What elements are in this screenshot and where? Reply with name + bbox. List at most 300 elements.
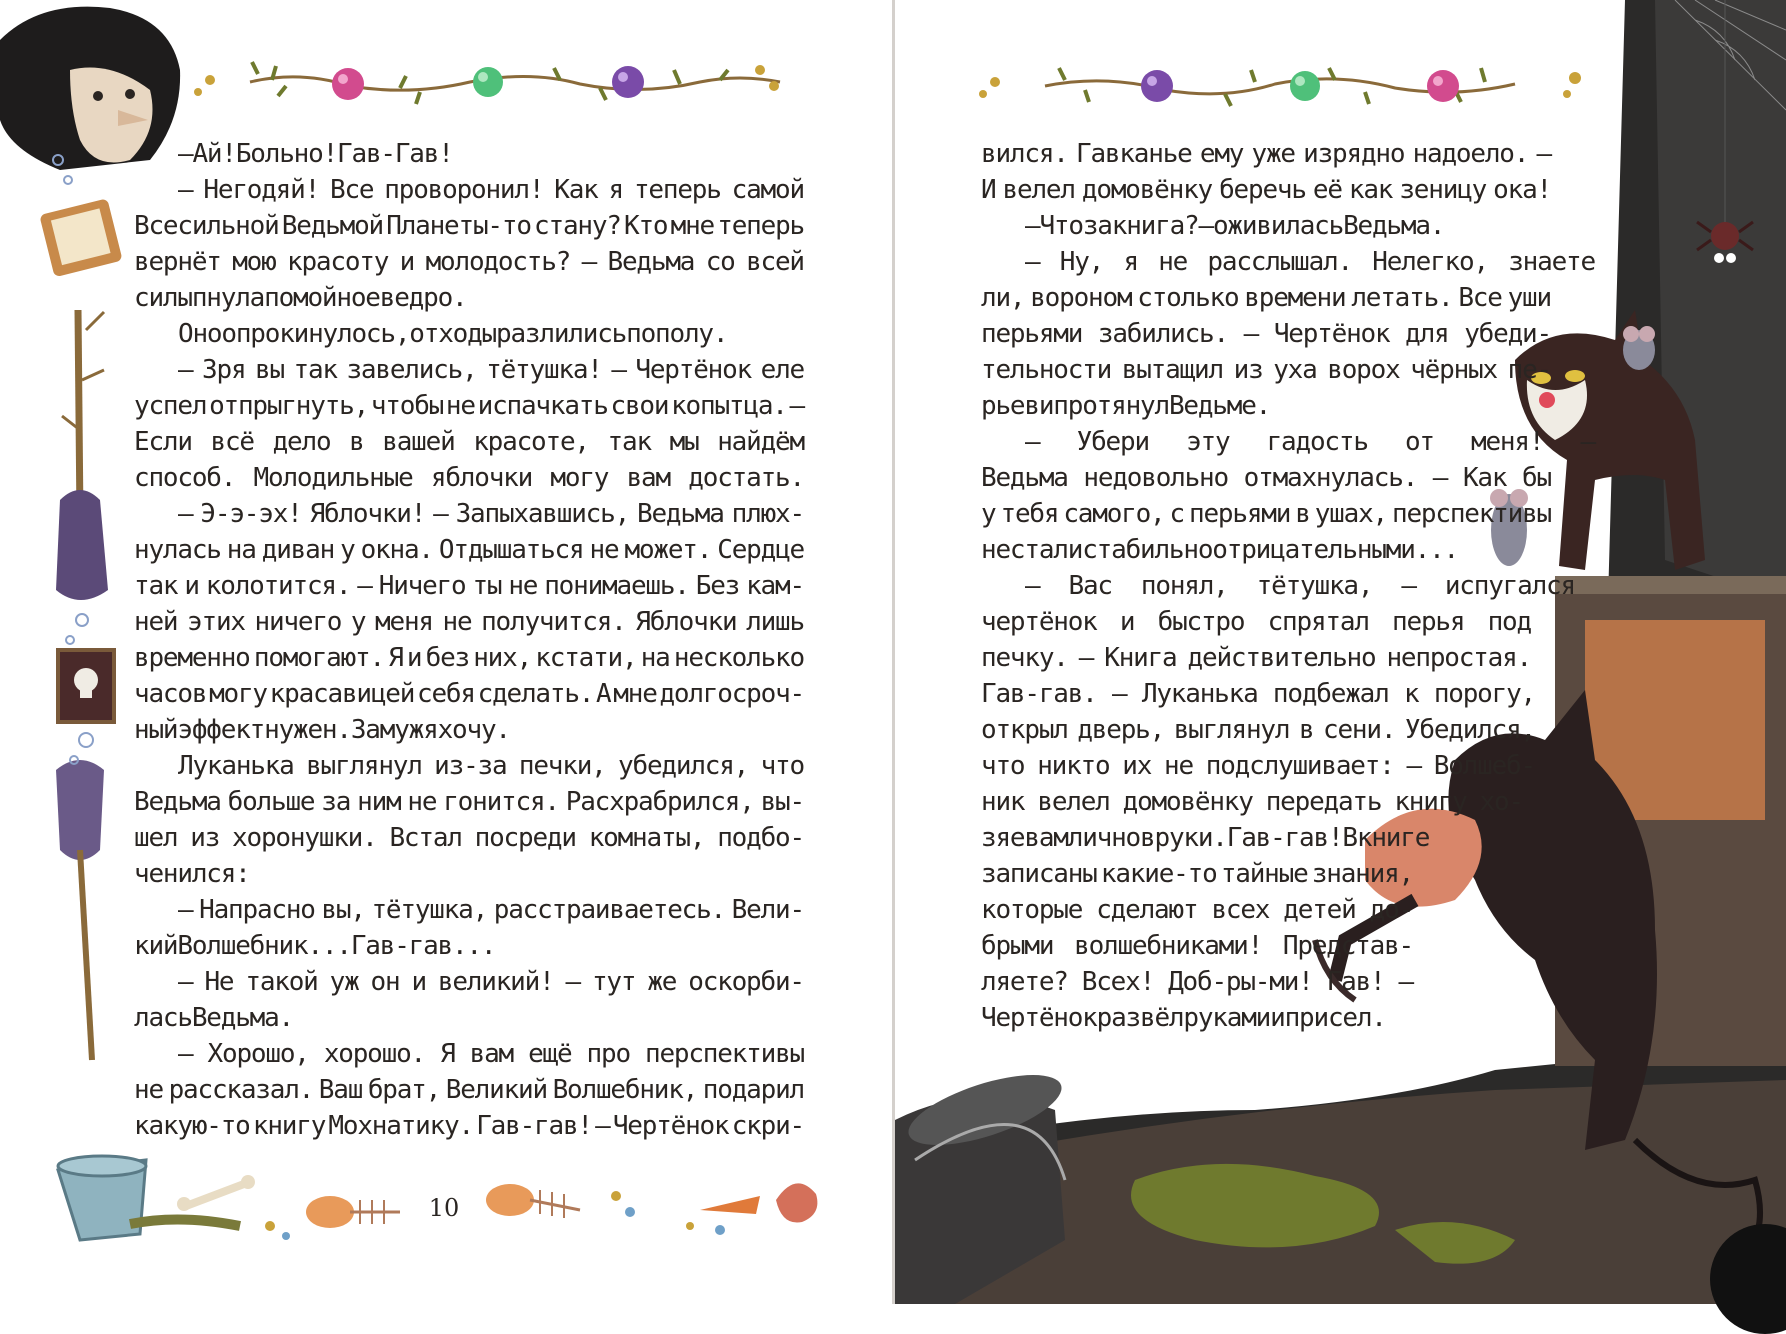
word: волшебниками! [1074,931,1263,961]
word: развёл [1096,1003,1184,1033]
word: уж [329,967,359,997]
word: открыл [981,715,1068,745]
word: Ничего [378,571,466,601]
page-number: 10 [428,1194,460,1222]
text-line [134,388,804,424]
word: хоронушки. [232,823,377,853]
word: разлились [496,319,627,349]
word: я [1123,247,1138,277]
word: Гавканье [1075,139,1192,169]
word: всех [1211,895,1270,925]
word: вы [255,355,284,385]
word: расстраиваетесь. [493,895,726,925]
text-line [134,136,804,172]
word: непростая. [1386,643,1531,673]
text-line [981,748,1535,784]
word: Зря [202,355,246,385]
word: что [760,751,804,781]
word: — [178,967,193,997]
word: руками [1183,1003,1271,1033]
text-line [134,280,804,316]
text-line [981,352,1551,388]
word: Нелегко, [1372,247,1488,277]
word: так [134,571,178,601]
gem-icon [1290,71,1320,101]
text-line [134,532,804,568]
word: ему [1199,139,1244,169]
word: не [1158,247,1188,277]
word: хочу. [437,715,510,745]
word: ляете? [981,967,1068,997]
word: зяевам [981,823,1068,853]
word: её [1312,175,1342,205]
word: этих [187,607,245,637]
word: — [1112,679,1127,709]
word: в [1295,499,1310,529]
word: Молодильные [253,463,413,493]
word: такой [245,967,318,997]
word: книгу [252,1111,326,1141]
word: брыми [981,931,1054,961]
word: тебя [1000,499,1059,529]
word: Убедился, [1404,715,1535,745]
text-line [134,928,804,964]
text-line [134,892,804,928]
text-line [134,424,804,460]
word: — [1432,463,1448,493]
word: рьев [981,391,1039,421]
text-line [981,172,1551,208]
word: по [626,319,656,349]
word: Ведьме. [1168,391,1271,421]
word: силы [134,283,192,313]
word: могу [209,679,267,709]
word: копытца. [671,391,787,421]
word: и [1270,1003,1285,1033]
skull-frame-icon [58,650,114,722]
word: не [589,535,619,565]
left-text-column [134,136,804,1144]
word: хо- [1479,787,1523,817]
word: вернёт [134,247,221,277]
text-line [981,460,1551,496]
word: ник [981,787,1025,817]
word: полу. [655,319,728,349]
word: Как [554,175,598,205]
word: — [357,571,372,601]
text-line [134,784,804,820]
gem-icon [612,66,644,98]
word: же [647,967,677,997]
word: Хорошо, [207,1039,309,1069]
word: знаете [1508,247,1595,277]
word: времени [1244,283,1346,313]
word: них, [473,643,532,673]
word: столько [1137,283,1239,313]
word: тётушка, [1256,571,1373,601]
word: отмахнулась. [1243,463,1418,493]
text-line [134,676,804,712]
word: красавицей [269,679,415,709]
word: Волшебник... [177,931,351,961]
word: сени. [1323,715,1396,745]
word: Запыхавшись, [455,499,630,529]
word: без [425,643,469,673]
flower-garland-icon [979,68,1581,106]
word: Ну, [1059,247,1104,277]
word: ушах, [1314,499,1387,529]
text-line [134,172,804,208]
word: И [981,175,996,205]
word: дверь, [1077,715,1165,745]
word: мне [613,679,657,709]
word: свои [610,391,669,421]
word: — [1406,751,1421,781]
word: у [350,607,366,637]
word: записаны [981,859,1097,889]
word: Ай! [192,139,236,169]
word: скри- [731,1111,804,1141]
word: на [640,643,670,673]
word: Чертёнок [1273,319,1390,349]
word: Волшебник, [552,1075,698,1105]
word: за [321,787,351,817]
word: тут [591,967,636,997]
word: книга? [1111,211,1199,241]
word: — [1398,967,1413,997]
word: руки. [1154,823,1227,853]
word: теперь [633,175,721,205]
gem-icon [332,68,364,100]
word: теперь [717,211,804,241]
word: нужен. [264,715,351,745]
word: получится. [481,607,626,637]
word: помойное [264,283,380,313]
word: завелись, [346,355,477,385]
word: дело [272,427,331,457]
word: в [349,427,364,457]
word: беречь [1219,175,1306,205]
word: Э-э-эх! [200,499,302,529]
word: самой [731,175,804,205]
word: понимаешь. [544,571,689,601]
text-line [134,604,804,640]
carrot-icon [700,1196,760,1214]
word: Все [329,175,374,205]
word: чтобы [370,391,444,421]
text-line [134,1036,804,1072]
word: испугался [1444,571,1575,601]
word: тайные [1220,859,1308,889]
word: Все [1458,283,1502,313]
word: понял, [1140,571,1228,601]
word: Доб-ры-ми! [1168,967,1313,997]
fishbone-icon [486,1184,580,1218]
text-line [134,820,804,856]
word: Если [134,427,192,457]
left-page [0,0,892,1304]
word: себя [417,679,475,709]
word: стали [1009,535,1083,565]
word: перьями [981,319,1083,349]
word: Чертёнок [635,355,752,385]
word: Луканька [178,751,294,781]
word: отпрыгнуть, [209,391,369,421]
word: опрокинулось, [221,319,410,349]
word: которые [981,895,1083,925]
text-line [134,568,804,604]
word: присел. [1284,1003,1386,1033]
text-line [981,784,1523,820]
word: Луканька [1141,679,1258,709]
word: так [607,427,651,457]
word: — [565,967,580,997]
word: — [1025,211,1040,241]
word: Не [204,967,234,997]
word: отрицательными... [1212,535,1459,565]
word: Что [1039,211,1083,241]
text-line [134,1072,804,1108]
word: подбо- [717,823,804,853]
word: могу [550,463,609,493]
word: тельности [981,355,1112,385]
word: вашей [382,427,455,457]
word: Ведьма [607,247,695,277]
text-line [981,1000,1413,1036]
word: помогают. [253,643,384,673]
word: Ведьма [134,787,221,817]
word: — [178,175,193,205]
word: убеди- [1464,319,1551,349]
word: Отдышаться [438,535,584,565]
word: перьями [1189,499,1291,529]
word: шел [134,823,178,853]
word: вытащил [1121,355,1223,385]
word: несколько [673,643,804,673]
word: ный [134,715,178,745]
text-line [981,676,1535,712]
word: всей [746,247,804,277]
word: вы, [321,895,365,925]
text-line [981,604,1531,640]
word: — [595,1111,610,1141]
word: протянул [1053,391,1169,421]
word: — [1243,319,1259,349]
word: за [1082,211,1112,241]
word: — [178,895,193,925]
word: мы [669,427,699,457]
word: до- [1369,895,1413,925]
word: вился. [981,139,1068,169]
word: Гав-гав! [476,1111,592,1141]
word: — [178,355,193,385]
word: — [178,1039,193,1069]
word: Больно! [235,139,338,169]
word: оживилась [1212,211,1344,241]
word: домовёнку [1122,787,1253,817]
word: выглянул [1173,715,1290,745]
word: Яблочки! [309,499,426,529]
word: я [423,715,438,745]
word: Негодяй! [203,175,320,205]
word: больше [227,787,315,817]
word: Ведьма. [1343,211,1445,241]
word: способ. [134,463,236,493]
word: В [1342,823,1357,853]
book-icon [39,198,122,277]
word: эффект [177,715,265,745]
text-line [134,712,804,748]
word: Напрасно [199,895,315,925]
word: изрядно [1303,139,1405,169]
word: Волшеб- [1433,751,1535,781]
word: не [442,607,472,637]
word: и [411,967,426,997]
word: Я [388,643,403,673]
word: — [1025,571,1040,601]
word: Мохнатику. [328,1111,473,1141]
word: на [226,535,256,565]
word: подбежал [1272,679,1389,709]
word: сделать. [477,679,594,709]
word: мне [670,211,715,241]
word: перья [1392,607,1465,637]
word: под [1487,607,1531,637]
word: забились. [1097,319,1228,349]
word: самого, [1063,499,1165,529]
word: чёрных [1410,355,1497,385]
text-line [981,712,1535,748]
word: красоту [287,247,389,277]
word: — [433,499,448,529]
word: Оно [178,319,222,349]
word: действительно [1187,643,1376,673]
word: со [705,247,735,277]
word: Как [1462,463,1507,493]
word: — [1536,139,1551,169]
text-line [134,1108,804,1144]
word: из-за [434,751,507,781]
word: как [1348,175,1393,205]
right-text-column [981,136,1595,1036]
word: может. [624,535,712,565]
word: — [1580,427,1595,457]
word: и [1119,607,1135,637]
word: колотится. [205,571,351,601]
word: не [407,787,437,817]
word: Книга [1104,643,1177,673]
word: испачкать [477,391,608,421]
text-line [134,1000,804,1036]
word: не [134,1075,163,1105]
word: стану? [534,211,621,241]
text-line [134,964,804,1000]
word: вы- [760,787,804,817]
word: Ведьма [981,463,1068,493]
text-line [134,640,804,676]
word: с [1169,499,1184,529]
word: надоело. [1412,139,1529,169]
word: и [399,247,415,277]
word: ничего [254,607,342,637]
word: Представ- [1282,931,1413,961]
word: какие-то [1100,859,1217,889]
word: их [1122,751,1152,781]
word: лишь [746,607,804,637]
word: лично [1067,823,1141,853]
word: мою [232,247,276,277]
word: сделают [1096,895,1198,925]
word: книгу [1394,787,1467,817]
word: плюх- [731,499,804,529]
word: передать [1265,787,1382,817]
word: и [406,643,422,673]
claw-icon [776,1183,817,1222]
word: про [586,1039,630,1069]
word: Ведьма. [191,1003,294,1033]
word: убедился, [618,751,749,781]
word: в [1140,823,1155,853]
text-line [981,928,1413,964]
word: велел [1037,787,1110,817]
word: перспективы [644,1039,804,1069]
word: посреди [474,823,576,853]
word: яблочки [430,463,533,493]
word: — [581,247,597,277]
word: меня [375,607,433,637]
text-line [134,316,804,352]
text-line [134,460,804,496]
word: успел [134,391,207,421]
word: ворох [1327,355,1400,385]
word: стабильно [1082,535,1213,565]
text-line [981,568,1575,604]
word: гадость [1266,427,1368,457]
word: брат, [367,1075,441,1105]
word: Гав! [1326,967,1385,997]
word: не [445,391,475,421]
word: ней [134,607,178,637]
word: я [608,175,624,205]
word: рассказал. [168,1075,314,1105]
word: и [1038,391,1054,421]
text-line [981,136,1551,172]
word: не [508,571,538,601]
mouse-icon [1623,326,1655,370]
word: бы [1522,463,1551,493]
word: у [981,499,996,529]
text-line [981,388,1551,424]
word: вам [626,463,670,493]
word: какую-то [134,1111,250,1141]
text-line [981,244,1595,280]
word: ним [357,787,401,817]
word: из [190,823,220,853]
broom-icon [56,760,104,1060]
word: кий [134,931,178,961]
word: Яблочки [635,607,737,637]
text-line [134,496,804,532]
word: зеницу [1399,175,1487,205]
text-line [134,748,804,784]
word: Я [440,1039,455,1069]
word: Расхрабрился, [565,787,754,817]
word: детей [1283,895,1356,925]
text-line [981,892,1413,928]
text-line [981,964,1413,1000]
word: никто [1037,751,1110,781]
word: Кто [624,211,668,241]
